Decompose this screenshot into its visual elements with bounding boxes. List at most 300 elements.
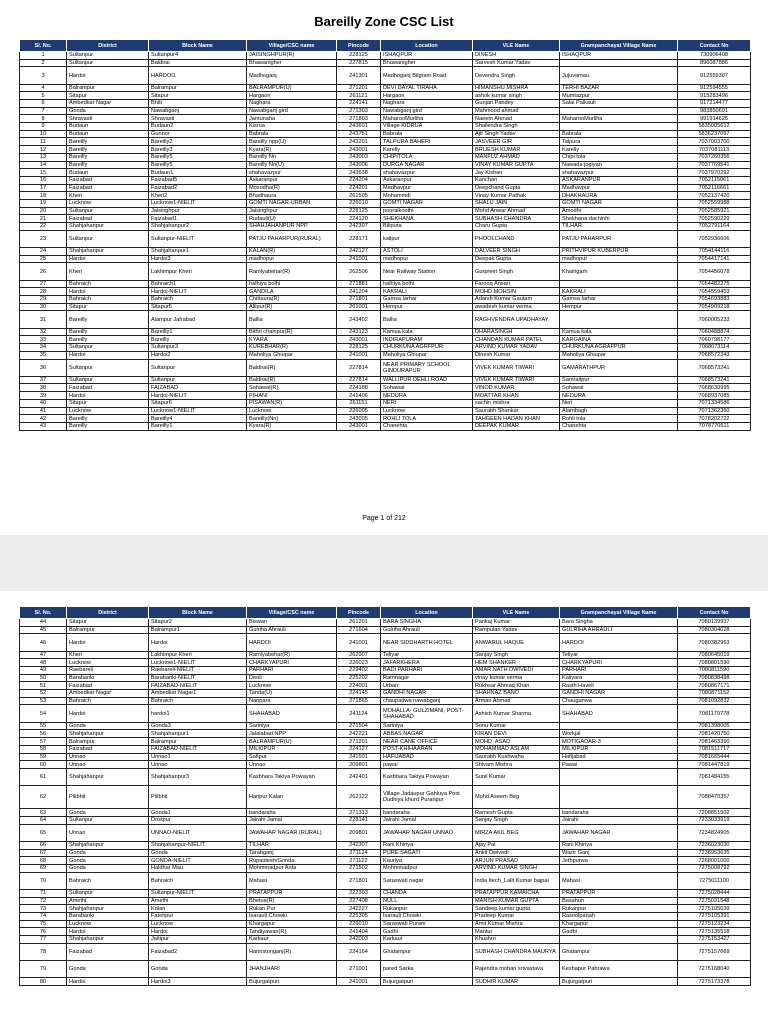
table-row bbox=[20, 761, 751, 769]
cell-contact-no: 7275105039 bbox=[678, 905, 751, 913]
cell-sl-no: 67 bbox=[20, 849, 67, 857]
cell-contact-no: 7275008792 bbox=[678, 864, 751, 872]
cell-location: Rani Khiriya bbox=[381, 841, 473, 849]
cell-location: chaupadwa nawabganj bbox=[381, 697, 473, 705]
cell-pincode: 224120 bbox=[337, 215, 381, 223]
cell-contact-no: 7037260356 bbox=[678, 153, 751, 161]
column-header-village-csc-name: Village/CSC name bbox=[247, 40, 337, 52]
cell-location: Village KIDRUA bbox=[381, 123, 473, 131]
cell-village-csc-name: PARHARI bbox=[247, 667, 337, 675]
cell-village-csc-name: Jaisinghpur bbox=[247, 207, 337, 215]
cell-location: Kauriya bbox=[381, 857, 473, 865]
cell-location: Bujurgatpuri bbox=[381, 978, 473, 986]
cell-block-name: Faizabad2 bbox=[149, 184, 247, 192]
cell-village-csc-name: Gulriha Ahrauli bbox=[247, 626, 337, 634]
cell-pincode: 271122 bbox=[337, 857, 381, 865]
table-row bbox=[20, 384, 751, 392]
cell-contact-no: 7068630995 bbox=[678, 384, 751, 392]
cell-sl-no: 65 bbox=[20, 824, 67, 841]
cell-pincode: 242127 bbox=[337, 248, 381, 256]
cell-village-csc-name: PIHANI bbox=[247, 392, 337, 400]
cell-location: Ramnagar bbox=[381, 674, 473, 682]
cell-vle-name: Shailendra Singh bbox=[473, 123, 560, 131]
cell-grampanchayat-village: Karelly bbox=[560, 146, 678, 154]
table-row bbox=[20, 59, 751, 67]
table-row bbox=[20, 841, 751, 849]
cell-grampanchayat-village: JAWAHAR NAGAR bbox=[560, 824, 678, 841]
document-title: Bareilly Zone CSC List bbox=[314, 14, 454, 29]
cell-block-name: Lakhimpur Kheri bbox=[149, 651, 247, 659]
table-row bbox=[20, 138, 751, 146]
cell-block-name: Balrampur1 bbox=[149, 626, 247, 634]
cell-vle-name: awadesh kumar verma bbox=[473, 303, 560, 311]
column-header-vle-name: VLE Name bbox=[473, 40, 560, 52]
cell-pincode: 242003 bbox=[337, 936, 381, 944]
cell-pincode: 224188 bbox=[337, 384, 381, 392]
cell-contact-no: 7068073114 bbox=[678, 344, 751, 352]
cell-grampanchayat-village bbox=[560, 722, 678, 730]
cell-sl-no: 78 bbox=[20, 943, 67, 960]
cell-vle-name: MOHD. ASAD bbox=[473, 738, 560, 746]
column-header-block-name: Block Name bbox=[149, 40, 247, 52]
table-row bbox=[20, 928, 751, 936]
cell-district: Sultanpur bbox=[67, 59, 149, 67]
cell-vle-name: Ashish Kumar Sharma bbox=[473, 705, 560, 722]
column-header-district: District bbox=[67, 40, 149, 52]
cell-pincode: 271504 bbox=[337, 722, 381, 730]
cell-district: Balrampur bbox=[67, 84, 149, 92]
cell-district: Gonda bbox=[67, 107, 149, 115]
cell-grampanchayat-village: Gamsa larhar bbox=[560, 296, 678, 304]
cell-sl-no: 51 bbox=[20, 682, 67, 690]
cell-contact-no: 7052590229 bbox=[678, 215, 751, 223]
cell-block-name: Bareilly4 bbox=[149, 415, 247, 423]
cell-district: Hardoi bbox=[67, 288, 149, 296]
cell-grampanchayat-village: GAMARATHPUR bbox=[560, 359, 678, 376]
cell-location: NEDURA bbox=[381, 392, 473, 400]
cell-location: NEAR PRIMARY SCHOOL GINDURAPUR bbox=[381, 359, 473, 376]
cell-village-csc-name: JAISINGHPUR(R) bbox=[247, 52, 337, 60]
cell-sl-no: 3 bbox=[20, 67, 67, 84]
cell-village-csc-name: Jairahi Jamal bbox=[247, 816, 337, 824]
cell-grampanchayat-village bbox=[560, 936, 678, 944]
cell-village-csc-name: Bareilly(Nn) bbox=[247, 415, 337, 423]
cell-location: Maholiya Ghiupar bbox=[381, 351, 473, 359]
page-gap bbox=[0, 535, 768, 591]
cell-location: DEVI DAYAL TIRAHA bbox=[381, 84, 473, 92]
table-row bbox=[20, 682, 751, 690]
cell-pincode: 228125 bbox=[337, 344, 381, 352]
cell-location: Mohammdi bbox=[381, 192, 473, 200]
cell-sl-no: 60 bbox=[20, 761, 67, 769]
cell-vle-name: Pradeep Kumar bbox=[473, 912, 560, 920]
cell-contact-no: 7060488874 bbox=[678, 328, 751, 336]
table-row bbox=[20, 730, 751, 738]
cell-sl-no: 17 bbox=[20, 184, 67, 192]
csc-table-page-1 bbox=[19, 39, 751, 431]
cell-sl-no: 71 bbox=[20, 889, 67, 897]
cell-district: Sitapur bbox=[67, 92, 149, 100]
cell-village-csc-name: Sohawal(R) bbox=[247, 384, 337, 392]
table-row bbox=[20, 920, 751, 928]
cell-district: Sultanpur bbox=[67, 52, 149, 60]
cell-grampanchayat-village: shahavazpur bbox=[560, 169, 678, 177]
cell-pincode: 224201 bbox=[337, 184, 381, 192]
cell-location: MOHALLA- GULZIMANI, POST- SHAHABAD bbox=[381, 705, 473, 722]
table-row bbox=[20, 943, 751, 960]
cell-location: Babrala bbox=[381, 130, 473, 138]
cell-contact-no: 7081511717 bbox=[678, 745, 751, 753]
cell-sl-no: 37 bbox=[20, 376, 67, 384]
cell-vle-name: ANWARUL HAQUE bbox=[473, 634, 560, 651]
cell-contact-no: 5836237097 bbox=[678, 130, 751, 138]
cell-block-name: Alampur Jafrabad bbox=[149, 311, 247, 328]
cell-block-name: Hardoi-NIELIT bbox=[149, 288, 247, 296]
cell-grampanchayat-village: Jairahi bbox=[560, 816, 678, 824]
cell-vle-name: RAGHVENDRA UPADHAYAY bbox=[473, 311, 560, 328]
cell-district: Hardoi bbox=[67, 255, 149, 263]
table-row bbox=[20, 872, 751, 889]
cell-location: bandaraha bbox=[381, 809, 473, 817]
table-row bbox=[20, 864, 751, 872]
cell-location: Ghatampur bbox=[381, 943, 473, 960]
cell-sl-no: 44 bbox=[20, 619, 67, 627]
cell-district: Bareilly bbox=[67, 415, 149, 423]
cell-block-name: Budaun1 bbox=[149, 169, 247, 177]
cell-village-csc-name: Mosodha(R) bbox=[247, 184, 337, 192]
cell-contact-no: 915283496 bbox=[678, 92, 751, 100]
cell-block-name: Shahjahanpur1 bbox=[149, 248, 247, 256]
cell-location: GANDHI NAGAR bbox=[381, 690, 473, 698]
cell-sl-no: 69 bbox=[20, 864, 67, 872]
cell-sl-no: 11 bbox=[20, 138, 67, 146]
cell-sl-no: 27 bbox=[20, 280, 67, 288]
cell-sl-no: 18 bbox=[20, 192, 67, 200]
cell-grampanchayat-village bbox=[560, 786, 678, 809]
cell-village-csc-name: Ramlyabehar(R) bbox=[247, 651, 337, 659]
cell-district: Faizabad bbox=[67, 384, 149, 392]
cell-grampanchayat-village: PARHARI bbox=[560, 667, 678, 675]
cell-location: CHURKUNA AGRFPUR bbox=[381, 344, 473, 352]
cell-district: Faizabad bbox=[67, 745, 149, 753]
cell-district: Gonda bbox=[67, 857, 149, 865]
cell-district: Budaun bbox=[67, 130, 149, 138]
cell-grampanchayat-village: Basahun bbox=[560, 897, 678, 905]
cell-district: Bareilly bbox=[67, 161, 149, 169]
cell-contact-no: 7054693883 bbox=[678, 296, 751, 304]
cell-sl-no: 26 bbox=[20, 263, 67, 280]
cell-contact-no: 7052585921 bbox=[678, 207, 751, 215]
cell-district: Raebareli bbox=[67, 667, 149, 675]
cell-block-name: FAIZABAD-NIELIT bbox=[149, 682, 247, 690]
cell-block-name: Sitapur2 bbox=[149, 619, 247, 627]
cell-pincode: 271201 bbox=[337, 738, 381, 746]
cell-block-name: Barabanki-NIELIT bbox=[149, 674, 247, 682]
cell-grampanchayat-village: PRITHVIPUR KUBERPUR bbox=[560, 248, 678, 256]
cell-village-csc-name: Tarabganj bbox=[247, 849, 337, 857]
cell-vle-name: Charu Gupta bbox=[473, 223, 560, 231]
cell-vle-name: ARVIND KUMAR SINGH bbox=[473, 864, 560, 872]
cell-pincode: 224145 bbox=[337, 690, 381, 698]
cell-village-csc-name: PATJU PAHARPUR(RURAL) bbox=[247, 230, 337, 247]
cell-grampanchayat-village: DHAKHAURA bbox=[560, 192, 678, 200]
cell-block-name: Bareilly5 bbox=[149, 153, 247, 161]
cell-district: Kheri bbox=[67, 263, 149, 280]
table-row bbox=[20, 207, 751, 215]
cell-vle-name: Shivam Mishra bbox=[473, 761, 560, 769]
cell-pincode: 243005 bbox=[337, 415, 381, 423]
cell-district: Sultanpur bbox=[67, 344, 149, 352]
cell-pincode: 243601 bbox=[337, 123, 381, 131]
cell-district: Faizabad bbox=[67, 215, 149, 223]
cell-block-name: Lucknow bbox=[149, 920, 247, 928]
cell-grampanchayat-village: Babrala bbox=[560, 130, 678, 138]
cell-sl-no: 22 bbox=[20, 223, 67, 231]
cell-contact-no: 7208851502 bbox=[678, 809, 751, 817]
cell-village-csc-name: GOMTI NAGAR-URBAN bbox=[247, 199, 337, 207]
cell-vle-name: ARJUN PRASAD bbox=[473, 857, 560, 865]
cell-location: Saraswati Puram bbox=[381, 920, 473, 928]
table-row bbox=[20, 768, 751, 785]
cell-district: Bareilly bbox=[67, 146, 149, 154]
cell-block-name: Unnao1 bbox=[149, 753, 247, 761]
cell-pincode: 241404 bbox=[337, 928, 381, 936]
cell-grampanchayat-village: Chanehta bbox=[560, 422, 678, 430]
cell-vle-name: Sanjay Singh bbox=[473, 816, 560, 824]
table-row bbox=[20, 146, 751, 154]
cell-district: Ambedkar Nagar bbox=[67, 690, 149, 698]
cell-contact-no: 7081484155 bbox=[678, 768, 751, 785]
cell-contact-no: 7080871152 bbox=[678, 690, 751, 698]
cell-village-csc-name: bandaraha bbox=[247, 809, 337, 817]
cell-block-name: Baldirai bbox=[149, 59, 247, 67]
cell-vle-name: SHALU JAIN bbox=[473, 199, 560, 207]
table-row bbox=[20, 634, 751, 651]
cell-grampanchayat-village: Workjal bbox=[560, 730, 678, 738]
cell-vle-name: Kanchan bbox=[473, 176, 560, 184]
cell-block-name: GONDA-NIELIT bbox=[149, 857, 247, 865]
cell-location: MaharooMurliha bbox=[381, 115, 473, 123]
cell-vle-name: Rajendra mohan srivastava bbox=[473, 961, 560, 978]
cell-location: PURE SAGATI bbox=[381, 849, 473, 857]
cell-grampanchayat-village: Jujuvamau bbox=[560, 67, 678, 84]
cell-block-name: Sultanpur bbox=[149, 376, 247, 384]
cell-contact-no: 7080838498 bbox=[678, 674, 751, 682]
cell-grampanchayat-village: Mumtazpur bbox=[560, 92, 678, 100]
cell-pincode: 224164 bbox=[337, 943, 381, 960]
cell-pincode: 228125 bbox=[337, 207, 381, 215]
cell-grampanchayat-village: Madhavpur bbox=[560, 184, 678, 192]
cell-pincode: 241001 bbox=[337, 978, 381, 986]
table-row bbox=[20, 192, 751, 200]
cell-village-csc-name: Babrala bbox=[247, 130, 337, 138]
table-row bbox=[20, 184, 751, 192]
cell-district: Bahraich bbox=[67, 697, 149, 705]
cell-vle-name: Khushro bbox=[473, 936, 560, 944]
cell-contact-no: 7037769541 bbox=[678, 161, 751, 169]
cell-vle-name: DALVEER SINGH bbox=[473, 248, 560, 256]
cell-pincode: 271313 bbox=[337, 809, 381, 817]
cell-vle-name: MIRZA AKIL BEG bbox=[473, 824, 560, 841]
cell-district: Faizabad bbox=[67, 943, 149, 960]
cell-district: Sultanpur bbox=[67, 207, 149, 215]
cell-pincode: 224001 bbox=[337, 682, 381, 690]
cell-sl-no: 52 bbox=[20, 690, 67, 698]
cell-vle-name: Amit Kumar Mishra bbox=[473, 920, 560, 928]
cell-village-csc-name: Nawabganj gird bbox=[247, 107, 337, 115]
cell-contact-no: 7078202722 bbox=[678, 415, 751, 423]
cell-district: Sultanpur bbox=[67, 376, 149, 384]
cell-grampanchayat-village: Wazir Ganj bbox=[560, 849, 678, 857]
cell-contact-no: 7236953635 bbox=[678, 849, 751, 857]
cell-sl-no: 6 bbox=[20, 100, 67, 108]
cell-contact-no: 7054456078 bbox=[678, 263, 751, 280]
cell-grampanchayat-village: Alambagh bbox=[560, 407, 678, 415]
cell-vle-name: Dinesh Kumar bbox=[473, 351, 560, 359]
cell-pincode: 226005 bbox=[337, 407, 381, 415]
cell-vle-name: TAHGEEN HADAN KHAN bbox=[473, 415, 560, 423]
cell-district: Sitapur bbox=[67, 303, 149, 311]
column-header-contact-no: Contact No bbox=[678, 40, 751, 52]
cell-village-csc-name: Karkaur bbox=[247, 936, 337, 944]
cell-grampanchayat-village bbox=[560, 59, 678, 67]
cell-contact-no: 7275105391 bbox=[678, 912, 751, 920]
cell-location: TALPURA BAHERI bbox=[381, 138, 473, 146]
cell-vle-name: sachin mishra bbox=[473, 399, 560, 407]
cell-village-csc-name: KYARA bbox=[247, 336, 337, 344]
cell-village-csc-name: halhiya bolhi bbox=[247, 280, 337, 288]
cell-location: GOMTI NAGAR bbox=[381, 199, 473, 207]
column-header-vle-name: VLE Name bbox=[473, 607, 560, 619]
cell-sl-no: 40 bbox=[20, 399, 67, 407]
cell-village-csc-name: Bujurgatpuri bbox=[247, 978, 337, 986]
cell-location: Nawabganj gird bbox=[381, 107, 473, 115]
table-row bbox=[20, 100, 751, 108]
cell-vle-name: MOHD.MOHSIN bbox=[473, 288, 560, 296]
cell-block-name: Hardoi3 bbox=[149, 978, 247, 986]
table-row bbox=[20, 626, 751, 634]
cell-contact-no: 7054144116 bbox=[678, 248, 751, 256]
cell-grampanchayat-village: MaharooMurliha bbox=[560, 115, 678, 123]
cell-pincode: 227815 bbox=[337, 59, 381, 67]
table-row bbox=[20, 399, 751, 407]
table-row bbox=[20, 936, 751, 944]
cell-grampanchayat-village: HARDOI bbox=[560, 634, 678, 651]
cell-grampanchayat-village: Ghatampur bbox=[560, 943, 678, 960]
cell-pincode: 241001 bbox=[337, 255, 381, 263]
cell-vle-name: MANISH KUMAR GUPTA bbox=[473, 897, 560, 905]
cell-block-name: Hardoi3 bbox=[149, 255, 247, 263]
cell-sl-no: 64 bbox=[20, 816, 67, 824]
cell-contact-no: 7088470357 bbox=[678, 786, 751, 809]
cell-location: BADI PARHARI bbox=[381, 667, 473, 675]
cell-vle-name: JASVEER GIR bbox=[473, 138, 560, 146]
cell-location: Hempur bbox=[381, 303, 473, 311]
cell-contact-no: 7275153427 bbox=[678, 936, 751, 944]
cell-village-csc-name: TILHAR bbox=[247, 841, 337, 849]
cell-contact-no: 917214477 bbox=[678, 100, 751, 108]
cell-location: NULL bbox=[381, 897, 473, 905]
cell-vle-name: AMAR NATH DWIVEDI bbox=[473, 667, 560, 675]
cell-sl-no: 66 bbox=[20, 841, 67, 849]
cell-grampanchayat-village: ASKARANPUR bbox=[560, 176, 678, 184]
cell-pincode: 271604 bbox=[337, 626, 381, 634]
cell-contact-no: 7068573241 bbox=[678, 359, 751, 376]
cell-block-name: Budaun2 bbox=[149, 123, 247, 131]
cell-grampanchayat-village: Neri bbox=[560, 399, 678, 407]
cell-vle-name: Mohd Aseem Beg bbox=[473, 786, 560, 809]
cell-location: Hargaon bbox=[381, 92, 473, 100]
cell-district: Bareilly bbox=[67, 328, 149, 336]
cell-location: KAKRALI bbox=[381, 288, 473, 296]
cell-vle-name: Devendra Singh bbox=[473, 67, 560, 84]
cell-village-csc-name: Bhawanigher bbox=[247, 59, 337, 67]
cell-district: Bahraich bbox=[67, 872, 149, 889]
cell-pincode: 243751 bbox=[337, 130, 381, 138]
cell-village-csc-name: Rupaideeh/Gonda bbox=[247, 857, 337, 865]
table-row bbox=[20, 674, 751, 682]
cell-sl-no: 43 bbox=[20, 422, 67, 430]
cell-pincode: 209801 bbox=[337, 824, 381, 841]
cell-pincode: 241204 bbox=[337, 288, 381, 296]
cell-contact-no: 983850691 bbox=[678, 107, 751, 115]
column-header-pincode: Pincode bbox=[337, 40, 381, 52]
cell-sl-no: 41 bbox=[20, 407, 67, 415]
cell-vle-name: Adarsh Kumar Gautam bbox=[473, 296, 560, 304]
cell-block-name: Faizabad1 bbox=[149, 215, 247, 223]
table-row bbox=[20, 288, 751, 296]
cell-vle-name: BRIJESH KUMAR bbox=[473, 146, 560, 154]
cell-grampanchayat-village: Maholiya Ghiupar bbox=[560, 351, 678, 359]
cell-grampanchayat-village: PATJU PAHARPUR bbox=[560, 230, 678, 247]
cell-grampanchayat-village: Jethpurwa bbox=[560, 857, 678, 865]
cell-village-csc-name: JHANJHARI bbox=[247, 961, 337, 978]
cell-location: Jairahi Jamal bbox=[381, 816, 473, 824]
cell-district: Gonda bbox=[67, 809, 149, 817]
cell-block-name: Balrampur bbox=[149, 738, 247, 746]
cell-village-csc-name: madhopur bbox=[247, 255, 337, 263]
table-row bbox=[20, 619, 751, 627]
table-row bbox=[20, 392, 751, 400]
cell-grampanchayat-village: Bujurgatpuri bbox=[560, 978, 678, 986]
cell-district: Hardoi bbox=[67, 67, 149, 84]
table-row bbox=[20, 738, 751, 746]
cell-location: JAWAHAR NAGAR UNNAO bbox=[381, 824, 473, 841]
cell-pincode: 243001 bbox=[337, 422, 381, 430]
cell-pincode: 243402 bbox=[337, 311, 381, 328]
cell-block-name: Unnao bbox=[149, 761, 247, 769]
table-row bbox=[20, 824, 751, 841]
table-row bbox=[20, 123, 751, 131]
cell-location: Karelly bbox=[381, 146, 473, 154]
cell-contact-no: 7037970292 bbox=[678, 169, 751, 177]
table-row bbox=[20, 359, 751, 376]
cell-vle-name: Ajit Singh Yadav bbox=[473, 130, 560, 138]
table-row bbox=[20, 407, 751, 415]
cell-pincode: 271201 bbox=[337, 84, 381, 92]
cell-district: Hardoi bbox=[67, 928, 149, 936]
table-row bbox=[20, 336, 751, 344]
cell-pincode: 243201 bbox=[337, 138, 381, 146]
cell-block-name: Sultanpur4 bbox=[149, 52, 247, 60]
cell-village-csc-name: KALAN(R) bbox=[247, 248, 337, 256]
cell-location: BARA SINGHA bbox=[381, 619, 473, 627]
cell-contact-no: 7080801590 bbox=[678, 659, 751, 667]
cell-block-name: Sultanpur-NIELIT bbox=[149, 889, 247, 897]
cell-grampanchayat-village: Salai Palkauli bbox=[560, 100, 678, 108]
cell-village-csc-name: PRATAPPUR bbox=[247, 889, 337, 897]
cell-vle-name: PRATAPPUR KAMAICHA bbox=[473, 889, 560, 897]
